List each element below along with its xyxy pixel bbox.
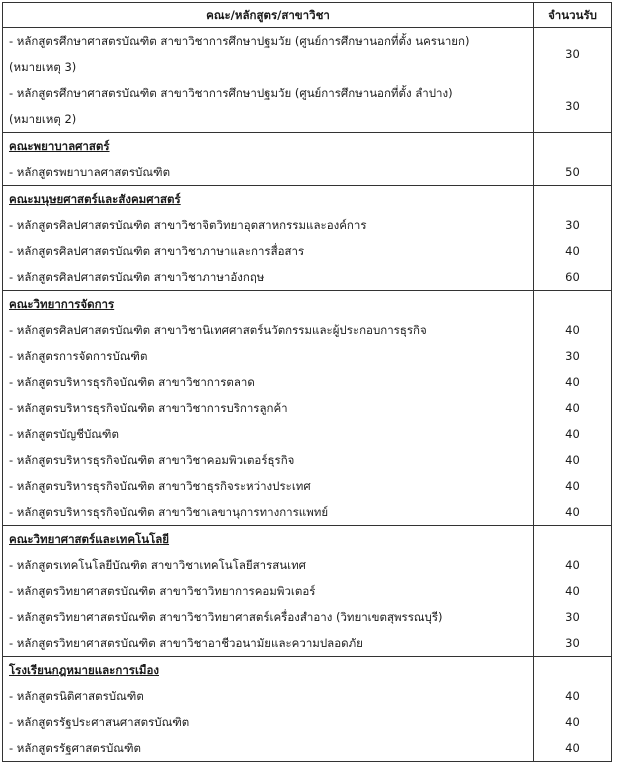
program-label: - หลักสูตรนิติศาสตรบัณฑิต [3, 683, 534, 709]
table-row [3, 604, 611, 630]
table-row [3, 343, 611, 369]
table-row [3, 421, 611, 447]
faculty-heading [3, 290, 611, 317]
table-row [3, 578, 611, 604]
quota-value: 50 [565, 165, 580, 179]
table-row [3, 630, 611, 656]
program-label: - หลักสูตรศิลปศาสตรบัณฑิต สาขาวิชานิเทศศาสตร์นวัตกรรมและผู้ประกอบการธุรกิจ [3, 317, 534, 343]
quota-value: 40 [565, 375, 580, 389]
faculty-heading [3, 656, 611, 683]
quota-value: 30 [565, 218, 580, 232]
faculty-heading [3, 525, 611, 552]
quota-value: 40 [565, 479, 580, 493]
quota-value: 30 [565, 610, 580, 624]
faculty-name: คณะพยาบาลศาสตร์ [3, 133, 534, 159]
program-label-line2: (หมายเหตุ 3) [9, 60, 77, 74]
quota-value: 30 [565, 349, 580, 363]
table-row [3, 238, 611, 264]
quota-value: 40 [565, 453, 580, 467]
quota-value: 40 [565, 689, 580, 703]
program-label [3, 28, 534, 80]
program-label-line2: (หมายเหตุ 2) [9, 112, 77, 126]
quota-value: 40 [565, 584, 580, 598]
table-row [3, 735, 611, 761]
quota-value: 40 [565, 558, 580, 572]
program-label: - หลักสูตรวิทยาศาสตรบัณฑิต สาขาวิชาวิทยาการคอมพิวเตอร์ [3, 578, 534, 604]
program-label: - หลักสูตรบริหารธุรกิจบัณฑิต สาขาวิชาคอมพิวเตอร์ธุรกิจ [3, 447, 534, 473]
table-row [3, 447, 611, 473]
faculty-heading [3, 185, 611, 212]
program-label: - หลักสูตรพยาบาลศาสตรบัณฑิต [3, 159, 534, 185]
quota-value: 40 [565, 323, 580, 337]
program-label: - หลักสูตรบริหารธุรกิจบัณฑิต สาขาวิชาเลขานุการทางการแพทย์ [3, 499, 534, 525]
faculty-name: คณะวิทยาศาสตร์และเทคโนโลยี [3, 526, 534, 552]
program-label: - หลักสูตรศิลปศาสตรบัณฑิต สาขาวิชาภาษาอังกฤษ [3, 264, 534, 290]
table-row [3, 80, 611, 132]
program-label: - หลักสูตรรัฐประศาสนศาสตรบัณฑิต [3, 709, 534, 735]
quota-value: 40 [565, 244, 580, 258]
program-label: - หลักสูตรการจัดการบัณฑิต [3, 343, 534, 369]
admission-table [2, 2, 612, 762]
quota-value: 40 [565, 715, 580, 729]
faculty-name: คณะมนุษยศาสตร์และสังคมศาสตร์ [3, 186, 534, 212]
quota-value: 40 [565, 427, 580, 441]
table-row [3, 28, 611, 80]
table-row [3, 264, 611, 290]
table-row [3, 159, 611, 185]
table-row [3, 683, 611, 709]
quota-value: 40 [565, 505, 580, 519]
quota-value: 40 [565, 741, 580, 755]
program-label: - หลักสูตรบริหารธุรกิจบัณฑิต สาขาวิชาการตลาด [3, 369, 534, 395]
table-header [3, 3, 611, 28]
program-label: - หลักสูตรวิทยาศาสตรบัณฑิต สาขาวิชาอาชีวอนามัยและความปลอดภัย [3, 630, 534, 656]
quota-value: 30 [565, 99, 580, 113]
program-label: - หลักสูตรวิทยาศาสตรบัณฑิต สาขาวิชาวิทยาศาสตร์เครื่องสำอาง (วิทยาเขตสุพรรณบุรี) [3, 604, 534, 630]
table-row [3, 709, 611, 735]
table-row [3, 395, 611, 421]
quota-value: 40 [565, 401, 580, 415]
program-label: - หลักสูตรศิลปศาสตรบัณฑิต สาขาวิชาภาษาและการสื่อสาร [3, 238, 534, 264]
program-label: - หลักสูตรบริหารธุรกิจบัณฑิต สาขาวิชาการบริการลูกค้า [3, 395, 534, 421]
quota-value: 30 [565, 47, 580, 61]
table-row [3, 499, 611, 525]
program-label: - หลักสูตรบริหารธุรกิจบัณฑิต สาขาวิชาธุรกิจระหว่างประเทศ [3, 473, 534, 499]
table-row [3, 317, 611, 343]
quota-value: 60 [565, 270, 580, 284]
program-label: - หลักสูตรเทคโนโลยีบัณฑิต สาขาวิชาเทคโนโลยีสารสนเทศ [3, 552, 534, 578]
quota-value: 30 [565, 636, 580, 650]
header-quota: จำนวนรับ [548, 8, 597, 22]
program-label: - หลักสูตรรัฐศาสตรบัณฑิต [3, 735, 534, 761]
table-row [3, 552, 611, 578]
program-label: - หลักสูตรบัญชีบัณฑิต [3, 421, 534, 447]
table-row [3, 473, 611, 499]
program-label: - หลักสูตรศิลปศาสตรบัณฑิต สาขาวิชาจิตวิทยาอุตสาหกรรมและองค์การ [3, 212, 534, 238]
header-program: คณะ/หลักสูตร/สาขาวิชา [3, 3, 534, 27]
program-label-line1: - หลักสูตรศึกษาศาสตรบัณฑิต สาขาวิชาการศึกษาปฐมวัย (ศูนย์การศึกษานอกที่ตั้ง ลำปาง) [9, 86, 453, 100]
faculty-name: คณะวิทยาการจัดการ [3, 291, 534, 317]
program-label [3, 80, 534, 132]
table-row [3, 212, 611, 238]
faculty-heading [3, 132, 611, 159]
program-label-line1: - หลักสูตรศึกษาศาสตรบัณฑิต สาขาวิชาการศึกษาปฐมวัย (ศูนย์การศึกษานอกที่ตั้ง นครนายก) [9, 34, 470, 48]
table-row [3, 369, 611, 395]
faculty-name: โรงเรียนกฎหมายและการเมือง [3, 657, 534, 683]
